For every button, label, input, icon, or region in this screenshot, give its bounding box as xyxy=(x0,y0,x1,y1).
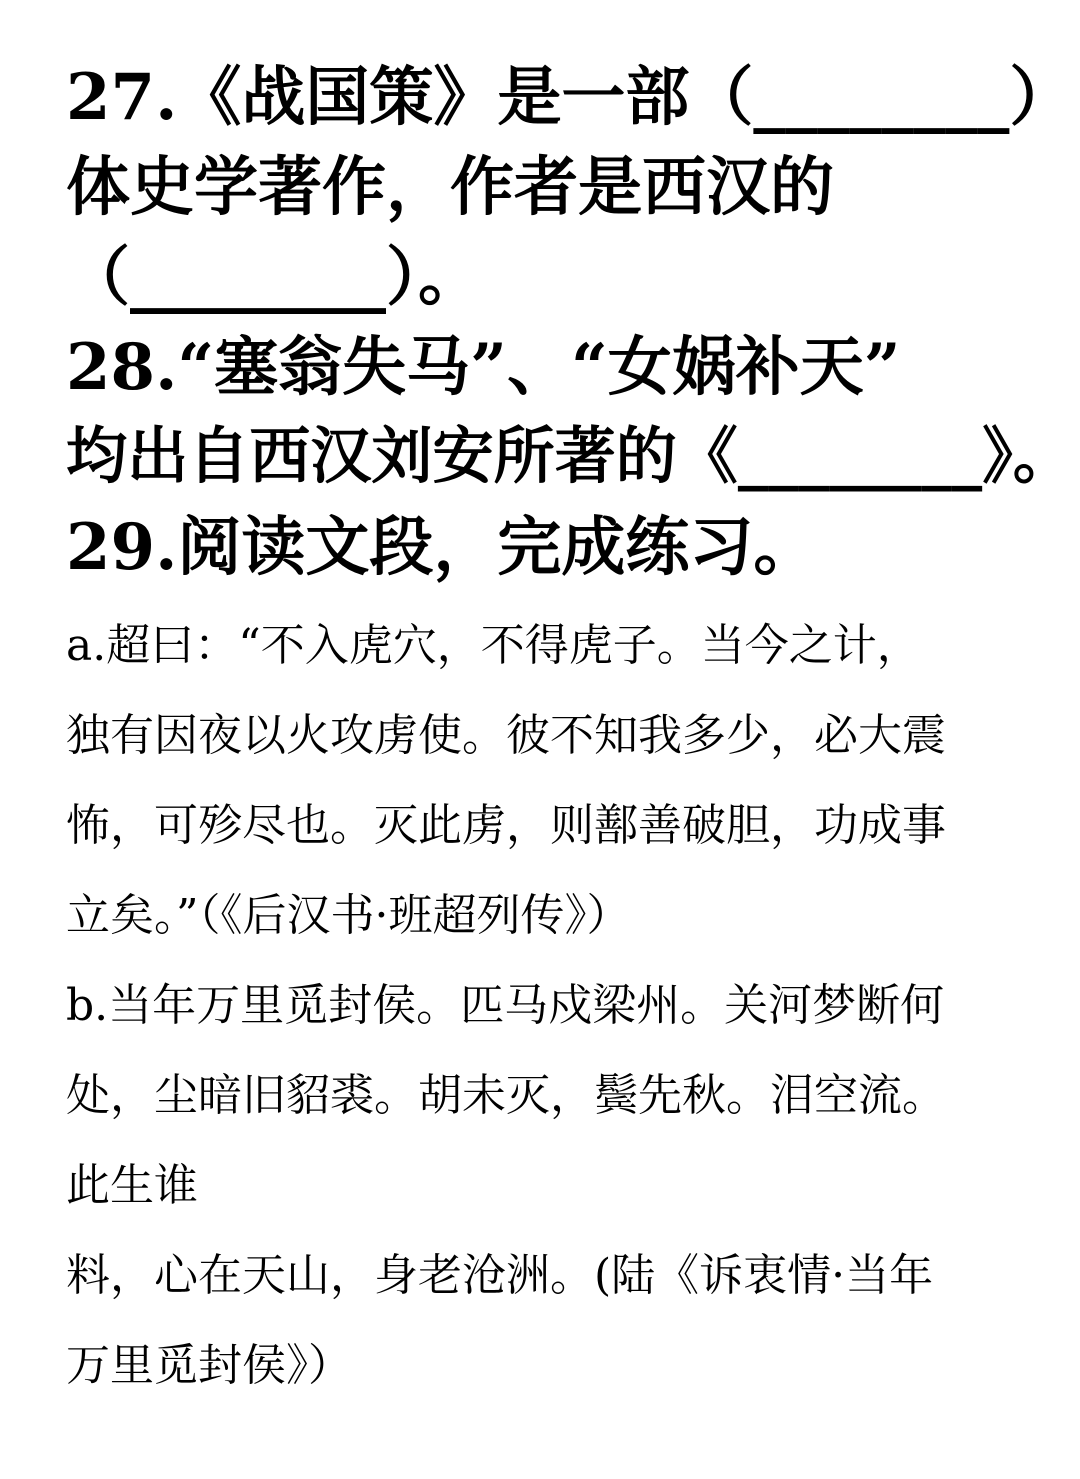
question-27-line-3: （________）。 xyxy=(66,240,482,315)
passage-a-line-3: 怖，可殄尽也。灭此虏，则鄯善破胆，功成事 xyxy=(66,800,946,851)
passage-b-line-4: 料，心在天山，身老沧洲。(陆《诉衷情·当年 xyxy=(66,1250,934,1301)
question-27-line-1: 27.《战国策》是一部（________） xyxy=(66,60,1074,135)
passage-a-line-2: 独有因夜以火攻虏使。彼不知我多少，必大震 xyxy=(66,710,946,761)
question-28-line-1: 28.“塞翁失马”、“女娲补天” xyxy=(66,330,901,405)
passage-b-line-2: 处，尘暗旧貂裘。胡未灭，鬓先秋。泪空流。 xyxy=(66,1070,946,1121)
question-29-title: 29.阅读文段，完成练习。 xyxy=(66,510,818,585)
passage-b-line-1: b.当年万里觅封侯。匹马戍梁州。关河梦断何 xyxy=(66,980,945,1031)
passage-b-line-3: 此生谁 xyxy=(66,1160,198,1211)
passage-a-line-4: 立矣。”（《后汉书·班超列传》） xyxy=(66,890,631,941)
question-27-line-2: 体史学著作，作者是西汉的 xyxy=(66,150,834,225)
passage-b-line-5: 万里觅封侯》） xyxy=(66,1340,352,1391)
passage-a-line-1: a.超曰：“不入虎穴，不得虎子。当今之计， xyxy=(66,620,921,671)
question-28-line-2: 均出自西汉刘安所著的《________》。 xyxy=(66,421,1074,492)
